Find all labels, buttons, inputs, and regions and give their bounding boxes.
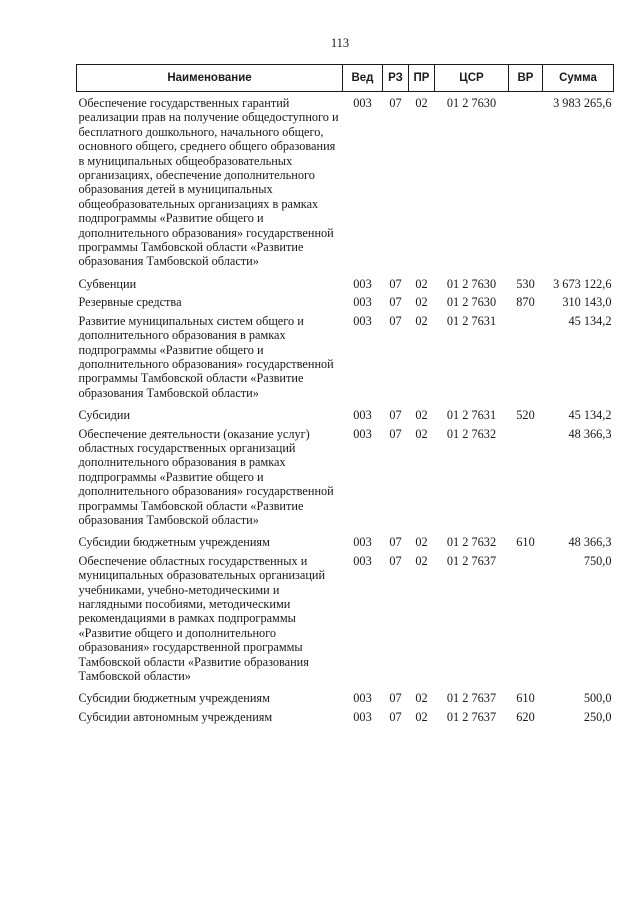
row-name: Субсидии автономным учреждениям <box>78 709 273 724</box>
row-csr: 01 2 7630 <box>446 96 497 110</box>
row-rz: 07 <box>389 96 402 110</box>
row-sum: 310 143,0 <box>562 295 612 310</box>
row-name: Обеспечение областных государственных и муниципальных образовательных организаций учебниками, учебно-методическими и наглядными пособиями, методическими рекомендациями в рамках подпрограммы «Развитие общего и дополнительного образования» государственной программы Тамбовской области «Развитие образования Тамбовской области» <box>78 553 326 684</box>
row-ved: 003 <box>353 553 372 568</box>
row-vr <box>509 425 543 530</box>
row-vr <box>509 312 543 402</box>
table-row <box>77 708 614 726</box>
row-sum: 48 366,3 <box>568 535 612 550</box>
row-sum: 3 983 265,6 <box>553 96 612 110</box>
row-sum: 48 366,3 <box>568 426 612 441</box>
row-ved: 003 <box>353 691 372 706</box>
header-row <box>77 65 614 92</box>
header-rz: РЗ <box>383 65 409 92</box>
header-sum: Сумма <box>543 65 614 92</box>
row-vr <box>509 552 543 686</box>
row-vr: 520 <box>516 408 535 423</box>
table-row <box>77 425 614 530</box>
row-pr: 02 <box>415 553 428 568</box>
row-csr: 01 2 7637 <box>446 553 497 568</box>
header-name: Наименование <box>77 65 343 92</box>
row-vr: 610 <box>516 535 535 550</box>
table-body <box>77 92 614 727</box>
table-row <box>77 312 614 402</box>
row-name: Субсидии бюджетным учреждениям <box>78 691 270 706</box>
row-ved: 003 <box>353 313 372 328</box>
row-rz: 07 <box>389 553 402 568</box>
row-pr: 02 <box>415 426 428 441</box>
row-pr: 02 <box>415 295 428 310</box>
row-csr: 01 2 7632 <box>446 426 497 441</box>
row-ved: 003 <box>353 96 372 110</box>
row-name: Субвенции <box>78 276 137 291</box>
row-csr: 01 2 7637 <box>446 691 497 706</box>
table-row <box>77 92 614 271</box>
table-row <box>77 293 614 311</box>
row-name: Субсидии <box>78 408 131 423</box>
table-header <box>77 65 614 92</box>
page-number: 113 <box>330 36 350 50</box>
row-pr: 02 <box>415 276 428 291</box>
row-rz: 07 <box>389 691 402 706</box>
row-sum: 250,0 <box>583 709 612 724</box>
row-sum: 3 673 122,6 <box>553 276 612 291</box>
row-sum: 45 134,2 <box>568 313 612 328</box>
row-sum: 45 134,2 <box>568 408 612 423</box>
row-pr: 02 <box>415 535 428 550</box>
table-row <box>77 402 614 424</box>
row-ved: 003 <box>353 408 372 423</box>
row-pr: 02 <box>415 313 428 328</box>
row-name: Субсидии бюджетным учреждениям <box>78 535 270 550</box>
header-pr: ПР <box>409 65 435 92</box>
row-csr: 01 2 7632 <box>446 535 497 550</box>
row-rz: 07 <box>389 426 402 441</box>
row-rz: 07 <box>389 408 402 423</box>
row-ved: 003 <box>353 276 372 291</box>
row-ved: 003 <box>353 709 372 724</box>
row-rz: 07 <box>389 313 402 328</box>
row-sum: 750,0 <box>583 553 612 568</box>
row-name: Обеспечение государственных гарантий реализации прав на получение общедоступного и бесплатного дошкольного, начального общего, основного общего, среднего общего образования в муниципальных общеобразовательных организациях, обеспечение дополнительного образования детей в муниципальных общеобразовательных организациях в рамках подпрограммы «Развитие общего и дополнительного образования» государственной программы Тамбовской области «Развитие образования Тамбовской области» <box>78 96 339 269</box>
table-row <box>77 552 614 686</box>
row-csr: 01 2 7631 <box>446 313 497 328</box>
row-ved: 003 <box>353 295 372 310</box>
row-sum: 500,0 <box>583 691 612 706</box>
budget-table <box>76 64 614 726</box>
row-vr: 870 <box>516 295 535 310</box>
row-csr: 01 2 7637 <box>446 709 497 724</box>
row-name: Резервные средства <box>78 295 182 310</box>
row-ved: 003 <box>353 426 372 441</box>
row-csr: 01 2 7630 <box>446 276 497 291</box>
row-name: Развитие муниципальных систем общего и дополнительного образования в рамках подпрограммы «Развитие общего и дополнительного образования» государственной программы Тамбовской области «Развитие образования Тамбовской области» <box>78 313 334 400</box>
header-ved: Вед <box>343 65 383 92</box>
row-vr: 610 <box>516 691 535 706</box>
row-rz: 07 <box>389 276 402 291</box>
row-name: Обеспечение деятельности (оказание услуг) областных государственных организаций дополнительного образования в рамках подпрограммы «Развитие общего и дополнительного образования» государственной программы Тамбовской области «Развитие образования Тамбовской области» <box>78 426 334 527</box>
row-rz: 07 <box>389 295 402 310</box>
header-vr: ВР <box>509 65 543 92</box>
table-row <box>77 271 614 293</box>
table-row <box>77 685 614 707</box>
header-csr: ЦСР <box>435 65 509 92</box>
row-pr: 02 <box>415 691 428 706</box>
row-pr: 02 <box>415 96 428 110</box>
table-row <box>77 529 614 551</box>
row-ved: 003 <box>353 535 372 550</box>
row-rz: 07 <box>389 709 402 724</box>
row-csr: 01 2 7631 <box>446 408 497 423</box>
row-vr: 620 <box>516 709 535 724</box>
row-vr: 530 <box>516 276 535 291</box>
row-rz: 07 <box>389 535 402 550</box>
row-pr: 02 <box>415 709 428 724</box>
row-pr: 02 <box>415 408 428 423</box>
row-csr: 01 2 7630 <box>446 295 497 310</box>
row-vr <box>509 92 543 271</box>
